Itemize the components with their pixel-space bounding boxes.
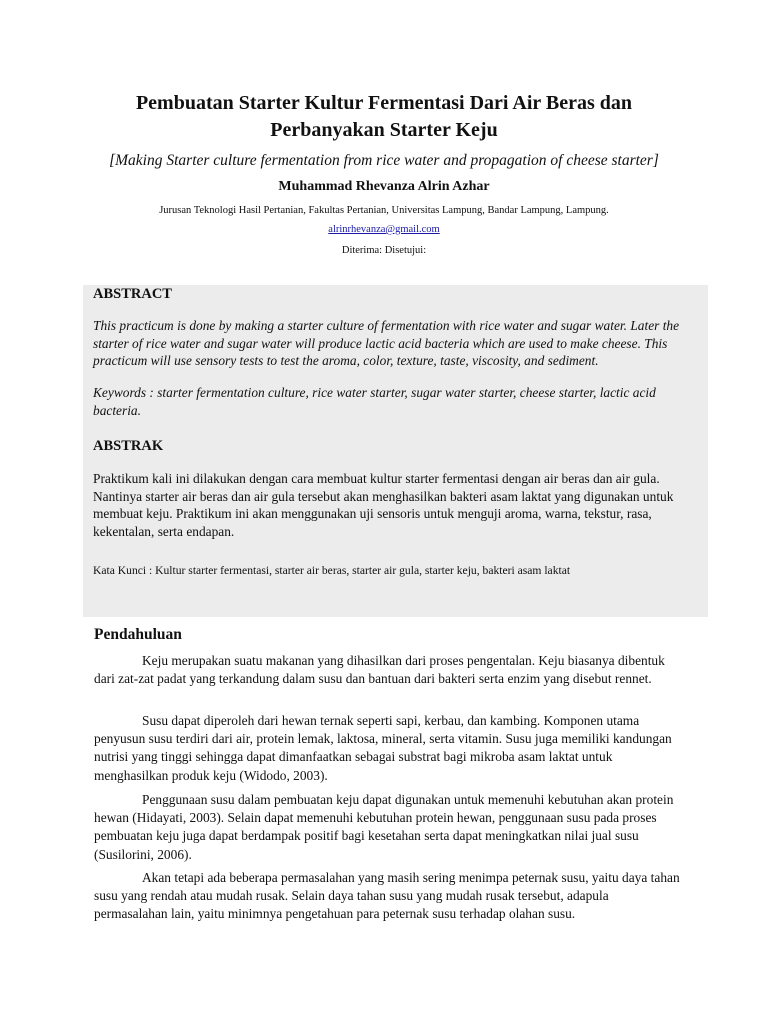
abstract-text: This practicum is done by making a starter culture of fermentation with rice water and sugar water. Later the starter of rice water and sugar water will produce lactic acid bacteria which are used to make cheese. This practicum will use sensory tests to test the aroma, color, texture, taste, viscosity, and sediment. [93,318,680,368]
abstract-keywords: Keywords : starter fermentation culture, rice water starter, sugar water starter, cheese starter, lactic acid bacteria. [93,385,656,418]
paper-title: Pembuatan Starter Kultur Fermentasi Dari Air Beras dan Perbanyakan Starter Keju [135,92,633,141]
pendahuluan-paragraph [94,712,684,785]
section-heading-pendahuluan: Pendahuluan [94,626,182,643]
abstract-box [83,285,708,617]
paragraph-text: Akan tetapi ada beberapa permasalahan yang masih sering menimpa peternak susu, yaitu daya tahan susu yang rendah atau mudah rusak. Selain daya tahan susu yang mudah rusak tersebut, adapula permasalahan lain, yaitu minimnya pengetahuan para peternak susu terhadap olahan susu. [94,870,680,922]
abstract-heading: ABSTRACT [93,286,172,302]
pendahuluan-paragraph [94,791,684,864]
paragraph-text: Susu dapat diperoleh dari hewan ternak seperti sapi, kerbau, dan kambing. Komponen utama penyusun susu terdiri dari air, protein lemak, laktosa, mineral, serta vitamin. Susu juga memiliki kandungan nutrisi yang tinggi sehingga dapat dimanfaatkan sebagai substrat bagi mikroba asam laktat untuk menghasilkan produk keju (Widodo, 2003). [94,713,672,783]
author-email-line [60,223,708,237]
paper-subtitle: [Making Starter culture fermentation from rice water and propagation of cheese starter] [109,152,659,169]
paragraph-text: Penggunaan susu dalam pembuatan keju dapat digunakan untuk memenuhi kebutuhan akan protein hewan (Hidayati, 2003). Selain dapat memenuhi kebutuhan protein hewan, penggunaan susu pada proses pembuatan keju juga dapat berdampak positif bagi kesetahan serta dapat meningkatkan nilai jual susu (Susilorini, 2006). [94,792,674,862]
pendahuluan-paragraph [94,652,684,688]
author-name: Muhammad Rhevanza Alrin Azhar [278,179,490,194]
author-email-link[interactable]: alrinrhevanza@gmail.com [328,224,440,235]
author-affiliation: Jurusan Teknologi Hasil Pertanian, Fakultas Pertanian, Universitas Lampung, Bandar Lampung, Lampung. [159,205,609,216]
pendahuluan-paragraph [94,869,684,924]
received-accepted-dates: Diterima: Disetujui: [341,245,427,256]
paragraph-text: Keju merupakan suatu makanan yang dihasilkan dari proses pengentalan. Keju biasanya dibentuk dari zat-zat padat yang terkandung dalam susu dan bantuan dari bakteri serta enzim yang disebut rennet. [94,653,665,687]
abstrak-text: Praktikum kali ini dilakukan dengan cara membuat kultur starter fermentasi dengan air beras dan air gula. Nantinya starter air beras dan air gula tersebut akan menghasilkan bakteri asam laktat yang digunakan untuk membuat keju. Praktikum ini akan menggunakan uji sensoris untuk menguji aroma, warna, tekstur, rasa, kekentalan, serta endapan. [93,471,674,539]
abstrak-kata-kunci: Kata Kunci : Kultur starter fermentasi, starter air beras, starter air gula, starter keju, bakteri asam laktat [93,564,571,577]
abstrak-heading: ABSTRAK [93,438,164,454]
